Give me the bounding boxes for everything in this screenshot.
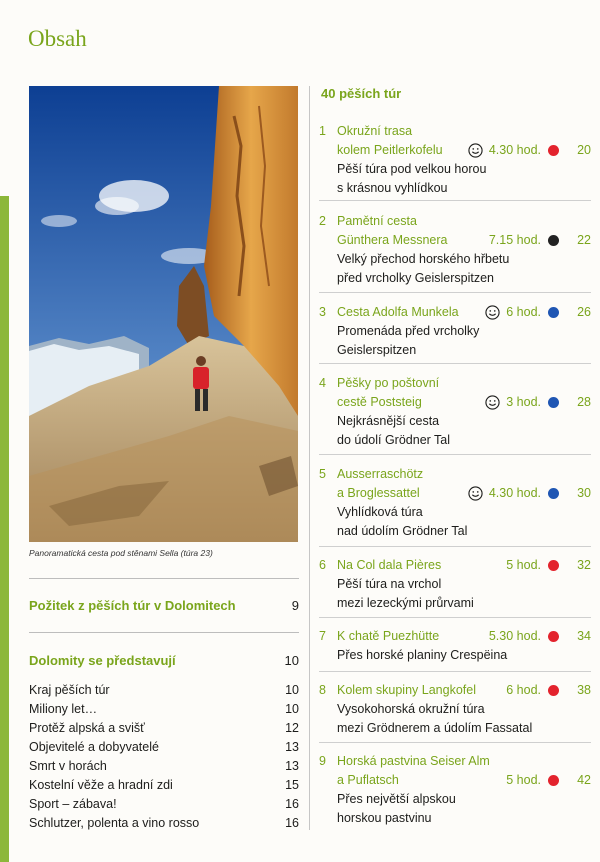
smiley-icon (468, 486, 483, 501)
tour-duration: 7.15 hod. (488, 233, 541, 247)
section-page: 10 (284, 653, 299, 668)
tour-title-row (319, 122, 591, 141)
tour-title-row (319, 212, 591, 231)
tour-description: Pěší túra pod velkou horou (337, 162, 487, 176)
divider-line (29, 632, 299, 633)
tour-duration: 6 hod. (506, 683, 541, 697)
tour-meta (506, 556, 591, 575)
chapter-list (29, 681, 299, 833)
chapter-title: Smrt v horách (29, 759, 107, 773)
tour-description: Pěší túra na vrchol (337, 577, 442, 591)
tour-title-row (319, 681, 591, 700)
mountain-illustration (29, 86, 298, 542)
smiley-icon (468, 143, 483, 158)
tour-title: Na Col dala Pières (337, 558, 442, 572)
chapter-item[interactable] (29, 757, 299, 776)
divider-line (29, 578, 299, 579)
tour-title: Pamětní cesta (337, 214, 417, 228)
tour-title: cestě Poststeig (337, 395, 422, 409)
tour-entry[interactable] (319, 681, 591, 738)
chapter-item[interactable] (29, 719, 299, 738)
tour-entry[interactable] (319, 752, 591, 828)
tour-separator (319, 671, 591, 672)
tour-duration: 5.30 hod. (488, 629, 541, 643)
tour-number: 6 (319, 558, 326, 572)
tour-description: nad údolím Grödner Tal (337, 524, 468, 538)
chapter-title: Kostelní věže a hradní zdi (29, 778, 173, 792)
tour-duration: 4.30 hod. (488, 486, 541, 500)
tour-entry[interactable] (319, 122, 591, 198)
tour-description: Vyhlídková túra (337, 505, 423, 519)
tour-page: 26 (577, 305, 591, 319)
tour-number: 9 (319, 754, 326, 768)
chapter-title: Schlutzer, polenta a vino rosso (29, 816, 200, 830)
section-title: Dolomity se představují (29, 653, 176, 668)
tour-meta (485, 393, 591, 412)
tour-meta (506, 771, 591, 790)
tour-title: Cesta Adolfa Munkela (337, 305, 459, 319)
tour-description: mezi Grödnerem a údolím Fassatal (337, 721, 533, 735)
tour-title: Günthera Messnera (337, 233, 448, 247)
tour-separator (319, 617, 591, 618)
hiker-photo (29, 86, 298, 542)
tour-separator (319, 454, 591, 455)
chapter-item[interactable] (29, 738, 299, 757)
tour-separator (319, 546, 591, 547)
tour-title-row (319, 303, 591, 322)
tour-separator (319, 742, 591, 743)
tour-duration: 4.30 hod. (488, 143, 541, 157)
tour-title: Pěšky po poštovní (337, 376, 440, 390)
tour-page: 22 (577, 233, 591, 247)
tour-title-row (319, 752, 591, 771)
tour-description: horskou pastvinu (337, 811, 432, 825)
tour-description: Velký přechod horského hřbetu (337, 252, 510, 266)
tour-entry[interactable] (319, 556, 591, 613)
tour-title-row (319, 374, 591, 393)
tour-title-row (319, 141, 591, 160)
tour-title: a Broglessattel (337, 486, 420, 500)
tour-number: 5 (319, 467, 326, 481)
tour-duration: 6 hod. (506, 305, 541, 319)
chapter-page: 15 (285, 778, 299, 792)
tour-meta (489, 627, 591, 646)
tour-page: 34 (577, 629, 591, 643)
tour-page: 38 (577, 683, 591, 697)
tour-separator (319, 363, 591, 364)
toc-section-enjoyment[interactable] (29, 598, 299, 613)
tour-description: Geislerspitzen (337, 343, 417, 357)
tour-title-row (319, 556, 591, 575)
tour-description: Přes horské planiny Crespëina (337, 648, 508, 662)
tour-entry[interactable] (319, 212, 591, 288)
chapter-page: 13 (285, 740, 299, 754)
tour-title-row (319, 627, 591, 646)
tour-entry[interactable] (319, 303, 591, 360)
tour-description: do údolí Grödner Tal (337, 433, 451, 447)
difficulty-red-dot-icon (548, 685, 559, 696)
tour-title-row (319, 393, 591, 412)
tour-duration: 3 hod. (506, 395, 541, 409)
chapter-title: Sport – zábava! (29, 797, 117, 811)
chapter-item[interactable] (29, 814, 299, 833)
tour-description: Přes největší alpskou (337, 792, 456, 806)
section-title: Požitek z pěších túr v Dolomitech (29, 598, 236, 613)
green-spine-strip (0, 196, 9, 862)
tour-description: Nejkrásnější cesta (337, 414, 440, 428)
tour-page: 42 (577, 773, 591, 787)
chapter-title: Miliony let… (29, 702, 98, 716)
chapter-title: Kraj pěších túr (29, 683, 110, 697)
tour-meta (468, 141, 591, 160)
toc-section-dolomites[interactable] (29, 653, 299, 668)
tour-entry[interactable] (319, 465, 591, 541)
tour-number: 3 (319, 305, 326, 319)
column-divider (309, 86, 310, 830)
difficulty-red-dot-icon (548, 775, 559, 786)
smiley-icon (485, 395, 500, 410)
tour-duration: 5 hod. (506, 558, 541, 572)
tour-title: Kolem skupiny Langkofel (337, 683, 476, 697)
chapter-item[interactable] (29, 776, 299, 795)
tour-description: mezi lezeckými průrvami (337, 596, 474, 610)
difficulty-blue-dot-icon (548, 488, 559, 499)
difficulty-black-dot-icon (548, 235, 559, 246)
tour-entry[interactable] (319, 627, 591, 665)
tour-meta (489, 231, 591, 250)
tour-page: 20 (577, 143, 591, 157)
tour-number: 1 (319, 124, 326, 138)
tour-number: 2 (319, 214, 326, 228)
tour-number: 4 (319, 376, 326, 390)
tour-page: 30 (577, 486, 591, 500)
chapter-page: 10 (285, 683, 299, 697)
tour-title-row (319, 484, 591, 503)
photo-caption: Panoramatická cesta pod stěnami Sella (túra 23) (29, 548, 213, 558)
tour-title-row (319, 465, 591, 484)
section-page: 9 (291, 598, 299, 613)
tour-meta (468, 484, 591, 503)
page-title: Obsah (28, 26, 87, 51)
tour-description: před vrcholky Geislerspitzen (337, 271, 495, 285)
tour-number: 8 (319, 683, 326, 697)
tour-entry[interactable] (319, 374, 591, 450)
chapter-item[interactable] (29, 681, 299, 700)
chapter-item[interactable] (29, 795, 299, 814)
difficulty-red-dot-icon (548, 631, 559, 642)
tour-meta (485, 303, 591, 322)
tour-title: Ausserraschötz (337, 467, 424, 481)
tour-title-row (319, 771, 591, 790)
chapter-page: 16 (285, 797, 299, 811)
tour-number: 7 (319, 629, 326, 643)
chapter-title: Objevitelé a dobyvatelé (29, 740, 159, 754)
tour-description: Promenáda před vrcholky (337, 324, 480, 338)
tour-title: kolem Peitlerkofelu (337, 143, 443, 157)
tour-page: 32 (577, 558, 591, 572)
tour-duration: 5 hod. (506, 773, 541, 787)
tour-title: Horská pastvina Seiser Alm (337, 754, 490, 768)
smiley-icon (485, 305, 500, 320)
difficulty-blue-dot-icon (548, 307, 559, 318)
tour-title-row (319, 231, 591, 250)
tour-description: s krásnou vyhlídkou (337, 181, 448, 195)
tour-description: Vysokohorská okružní túra (337, 702, 485, 716)
chapter-page: 16 (285, 816, 299, 830)
tour-title: K chatě Puezhütte (337, 629, 440, 643)
chapter-page: 13 (285, 759, 299, 773)
tour-title: Okružní trasa (337, 124, 413, 138)
tour-meta (506, 681, 591, 700)
tours-header: 40 pěších túr (321, 86, 402, 101)
chapter-item[interactable] (29, 700, 299, 719)
chapter-title: Protěž alpská a svišť (29, 721, 145, 735)
difficulty-red-dot-icon (548, 560, 559, 571)
tour-separator (319, 200, 591, 201)
tour-separator (319, 292, 591, 293)
difficulty-red-dot-icon (548, 145, 559, 156)
tour-page: 28 (577, 395, 591, 409)
chapter-page: 10 (285, 702, 299, 716)
chapter-page: 12 (285, 721, 299, 735)
difficulty-blue-dot-icon (548, 397, 559, 408)
tour-title: a Puflatsch (337, 773, 399, 787)
